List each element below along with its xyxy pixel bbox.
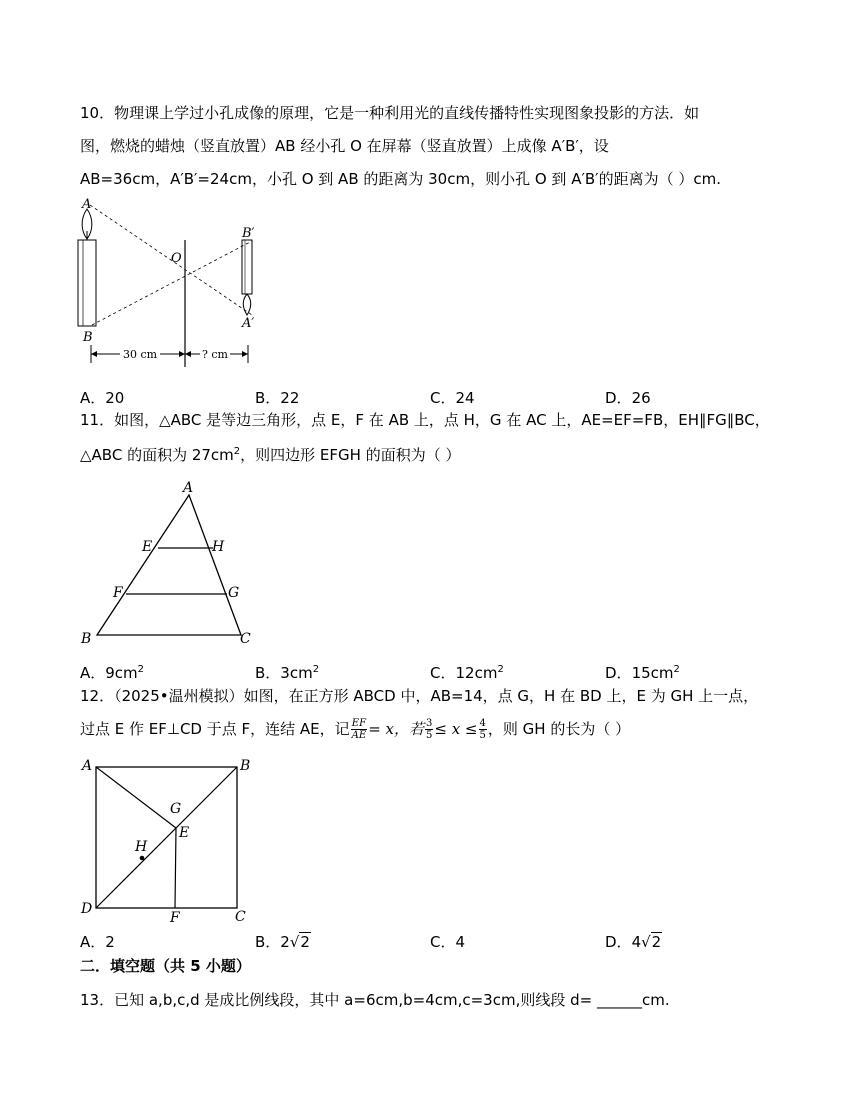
q11-text-line2: △ABC 的面积为 $27cm^2$，则四边形 EFGH 的面积为（ ） [80,446,461,464]
section-heading-fill-blank: 二．填空题（共 5 小题） [80,957,251,975]
q10-option-c: C．24 [430,389,475,407]
q10-text-line3: AB=36cm，A′B′=24cm，小孔 O 到 AB 的距离为 30cm，则小孔 O 到 A′B′的距离为（ ）cm. [80,170,721,188]
label-B: B [240,758,251,774]
q11-option-c: C．$12cm^2$ [430,664,504,682]
q11-triangle-figure [78,480,268,650]
q12-option-b: B．2√2 [255,933,310,951]
image-candle-body [242,240,252,294]
q12-option-d: D．4√2 [605,933,662,951]
q12-option-c: C．4 [430,933,466,951]
fraction-four-fifths: $\frac{4}{5}$ [479,718,486,741]
triangle-abc [97,495,241,635]
diagonal-bd [96,767,237,908]
label-A: A [183,480,194,496]
q12-option-a: A．2 [80,933,115,951]
label-B: B [83,330,93,345]
q10-option-b: B．22 [255,389,300,407]
label-G: G [228,585,240,601]
candle-body [78,240,96,326]
q10-option-d: D．26 [605,389,651,407]
label-E: E [142,539,153,555]
label-A: A [82,197,92,212]
q11-text-line1: 11．如图，△ABC 是等边三角形，点 E，F 在 AB 上，点 H，G 在 AC 上，AE=EF=FB，EH∥FG∥BC， [80,411,770,429]
label-H: H [212,539,225,555]
q11-option-a: A．$9cm^2$ [80,664,145,682]
dim-left-label: 30 cm [123,348,158,361]
label-F: F [170,910,180,926]
q10-pinhole-figure [70,195,270,375]
q12-text-line2: 过点 E 作 EF⊥CD 于点 F，连结 AE，记 $\frac{EF}{AE}$ = x，若 $\frac{3}{5}$ ≤ x ≤ $\frac{4}{5}$ ，则 GH 的长为（ ） [80,718,631,741]
image-candle-flame [243,294,251,315]
q10-text-line1: 10．物理课上学过小孔成像的原理，它是一种利用光的直线传播特性实现图象投影的方法．如 [80,104,700,122]
q13-text-line1: 13．已知 a,b,c,d 是成比例线段，其中 a=6cm,b=4cm,c=3cm,则线段 d= ______cm. [80,991,670,1009]
label-E: E [179,825,190,841]
label-B: B [81,631,92,647]
label-A-prime: A′ [242,316,255,331]
q10-text-line2: 图，燃烧的蜡烛（竖直放置）AB 经小孔 O 在屏幕（竖直放置）上成像 A′B′，设 [80,137,609,155]
q12-square-figure [78,756,258,926]
q12-text-line1: 12．（2025•温州模拟）如图，在正方形 ABCD 中，AB=14，点 G，H 在 BD 上，E 为 GH 上一点， [80,687,759,705]
q10-option-a: A．20 [80,389,125,407]
fraction-three-fifths: $\frac{3}{5}$ [425,718,433,741]
label-H: H [135,839,148,855]
label-C: C [240,631,251,647]
label-D: D [81,901,93,917]
label-F: F [113,585,123,601]
point-h [140,856,145,861]
label-A: A [82,758,93,774]
label-B-prime: B′ [242,226,255,241]
dim-right-label: ? cm [202,348,228,361]
label-G: G [170,801,182,817]
label-C: C [235,909,246,925]
segment-ae [96,767,176,828]
q11-option-d: D．$15cm^2$ [605,664,680,682]
label-O: O [171,251,182,266]
segment-ef [175,828,176,908]
q11-option-b: B．$3cm^2$ [255,664,320,682]
fraction-ef-ae: $\frac{EF}{AE}$ [351,718,367,741]
